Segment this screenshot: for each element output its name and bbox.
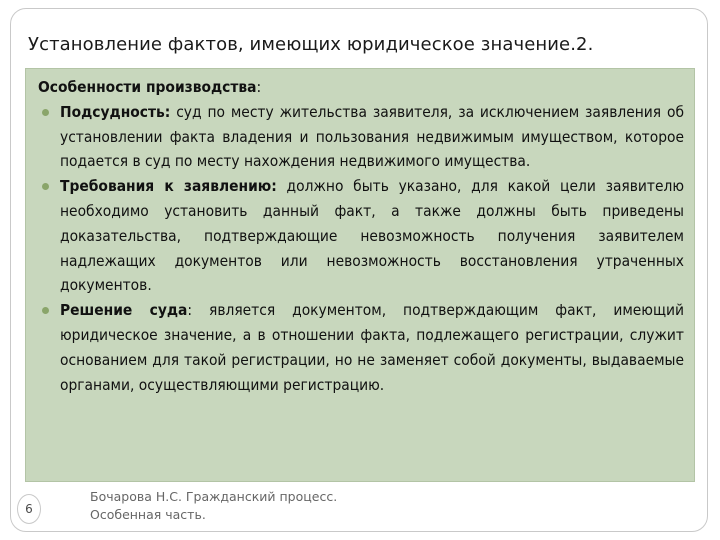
content-box xyxy=(25,68,695,482)
list-item-term: Требования к заявлению: xyxy=(60,177,277,196)
page-number-badge xyxy=(17,494,41,524)
footer-line-author: Бочарова Н.С. Гражданский процесс. xyxy=(90,489,338,504)
list-item-text: : является документом, подтверждающим факт, имеющий юридическое значение, а в отношении факта, подлежащего регистрации, служит основанием для такой регистрации, но не заменяет собой документы, выдаваемые органами, осуществляющими регистрацию. xyxy=(60,301,685,394)
list-item-term: Решение суда xyxy=(60,301,188,320)
list-item-jurisdiction xyxy=(38,100,684,174)
footer-citation xyxy=(90,488,390,524)
list-item-requirements xyxy=(38,174,684,298)
bullet-icon xyxy=(42,183,49,190)
section-heading xyxy=(38,75,684,100)
page-number: 6 xyxy=(25,502,33,516)
list-item-text: суд по месту жительства заявителя, за исключением заявления об установлении факта владения и пользования недвижимым имуществом, которое подается в суд по месту нахождения недвижимого имущества. xyxy=(60,102,684,171)
list-item-court-decision xyxy=(38,298,684,397)
list-item-term: Подсудность: xyxy=(60,102,171,121)
bullet-icon xyxy=(42,307,49,314)
bullet-icon xyxy=(42,109,49,116)
section-heading-colon: : xyxy=(256,78,262,96)
section-heading-text: Особенности производства xyxy=(38,78,257,96)
footer-line-subtitle: Особенная часть. xyxy=(90,507,206,522)
slide-title: Установление фактов, имеющих юридическое значение.2. xyxy=(28,34,594,55)
list-item-text: должно быть указано, для какой цели заявителю необходимо установить данный факт, а также должны быть приведены доказательства, подтверждающие невозможность получения заявителем надлежащих документов или невозможность восстановления утраченных документов. xyxy=(60,177,685,295)
